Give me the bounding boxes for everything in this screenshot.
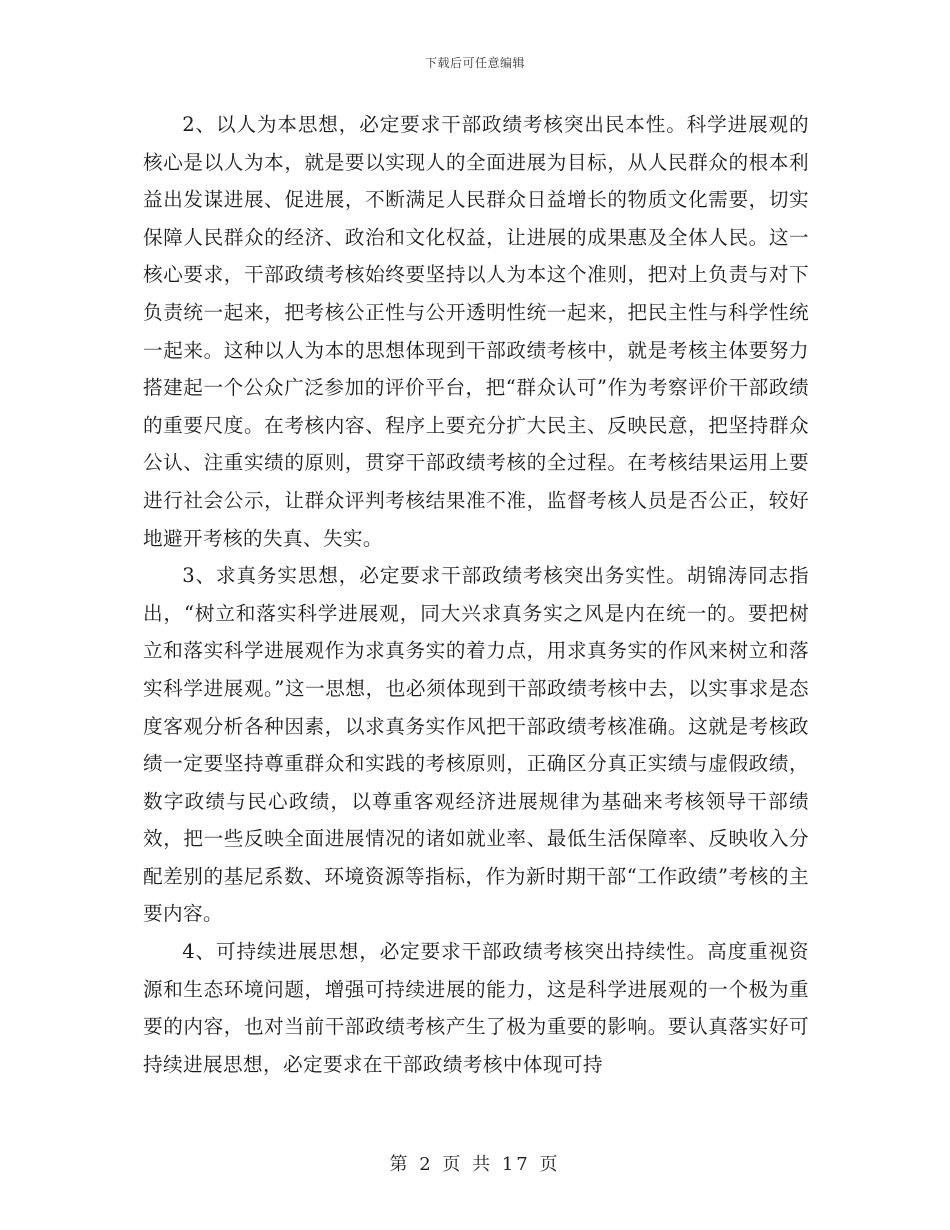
document-body bbox=[143, 106, 809, 1083]
page-number-footer: 第 2 页 共 17 页 bbox=[389, 1154, 561, 1175]
paragraph-people-oriented: 2、以人为本思想，必定要求干部政绩考核突出民本性。科学进展观的核心是以人为本，就是要以实现人的全面进展为目标，从人民群众的根本利益出发谋进展、促进展，不断满足人民群众日益增长的物质文化需要，切实保障人民群众的经济、政治和文化权益，让进展的成果惠及全体人民。这一核心要求，干部政绩考核始终要坚持以人为本这个准则，把对上负责与对下负责统一起来，把考核公正性与公开透明性统一起来，把民主性与科学性统一起来。这种以人为本的思想体现到干部政绩考核中，就是考核主体要努力搭建起一个公众广泛参加的评价平台，把“群众认可”作为考察评价干部政绩的重要尺度。在考核内容、程序上要充分扩大民主、反映民意，把坚持群众公认、注重实绩的原则，贯穿干部政绩考核的全过程。在考核结果运用上要进行社会公示，让群众评判考核结果准不准，监督考核人员是否公正，较好地避开考核的失真、失实。 bbox=[143, 113, 809, 550]
paragraph-sustainable-development: 4、可持续进展思想，必定要求干部政绩考核突出持续性。高度重视资源和生态环境问题，增强可持续进展的能力，这是科学进展观的一个极为重要的内容，也对当前干部政绩考核产生了极为重要的影响。要认真落实好可持续进展思想，必定要求在干部政绩考核中体现可持 bbox=[143, 940, 809, 1076]
paragraph-seek-truth: 3、求真务实思想，必定要求干部政绩考核突出务实性。胡锦涛同志指出，“树立和落实科学进展观，同大兴求真务实之风是内在统一的。要把树立和落实科学进展观作为求真务实的着力点，用求真务实的作风来树立和落实科学进展观。”这一思想，也必须体现到干部政绩考核中去，以实事求是态度客观分析各种因素，以求真务实作风把干部政绩考核准确。这就是考核政绩一定要坚持尊重群众和实践的考核原则，正确区分真正实绩与虚假政绩，数字政绩与民心政绩，以尊重客观经济进展规律为基础来考核领导干部绩效，把一些反映全面进展情况的诸如就业率、最低生活保障率、反映收入分配差别的基尼系数、环境资源等指标，作为新时期干部“工作政绩”考核的主要内容。 bbox=[143, 564, 809, 926]
page-header: 下载后可任意编辑 bbox=[424, 56, 525, 70]
